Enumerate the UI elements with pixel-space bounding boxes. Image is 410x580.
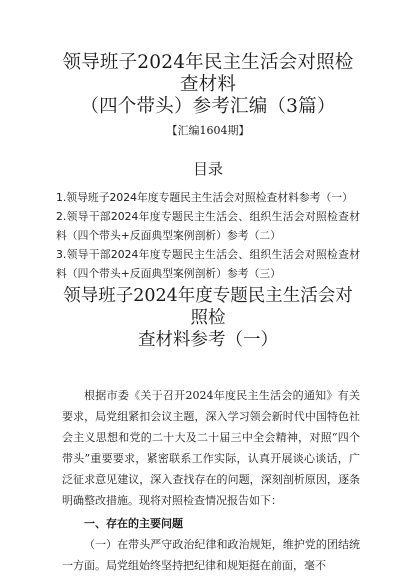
intro-paragraph: 根据市委《关于召开2024年度民主生活会的通知》有关要求，局党组紧扣会议主题，深入学习领会新时代中国特色社会主义思想和党的二十大及二十届三中全会精神，对照“四个带头”重要要求，紧密联系工作实际，认真开展谈心谈话，广泛征求意见建议，深入查找存在的问题，深刻剖析原因，逐条明确整改措施。现将对照检查情况报告如下： [62, 389, 360, 507]
document-title [56, 52, 360, 118]
issue-number: 【汇编1604期】 [166, 124, 250, 137]
document-title-line-2: （四个带头）参考汇编（3篇） [80, 96, 336, 117]
toc-item-2[interactable]: 2.领导干部2024年度专题民主生活会、组织生活会对照检查材料（四个带头+反面典型案例剖析）参考（二） [56, 210, 360, 242]
toc-heading: 目录 [192, 160, 223, 178]
subheading-main-problems: 一、存在的主要问题 [84, 517, 183, 530]
table-of-contents [56, 188, 360, 283]
section-title [56, 285, 360, 351]
toc-item-1[interactable]: 1.领导班子2024年度专题民主生活会对照检查材料参考（一） [56, 191, 353, 204]
toc-item-3[interactable]: 3.领导干部2024年度专题民主生活会、组织生活会对照检查材料（四个带头+反面典型案例剖析）参考（三） [56, 248, 360, 280]
point-1-paragraph: （一）在带头严守政治纪律和政治规矩，维护党的团结统一方面。局党组始终坚持把纪律和规矩挺在前面，毫不 [62, 538, 360, 572]
document-title-line-1: 领导班子2024年民主生活会对照检查材料 [62, 52, 354, 95]
document-body [56, 385, 360, 576]
section-title-line-2: 查材料参考（一） [138, 330, 278, 350]
section-title-line-1: 领导班子2024年度专题民主生活会对照检 [63, 286, 353, 328]
